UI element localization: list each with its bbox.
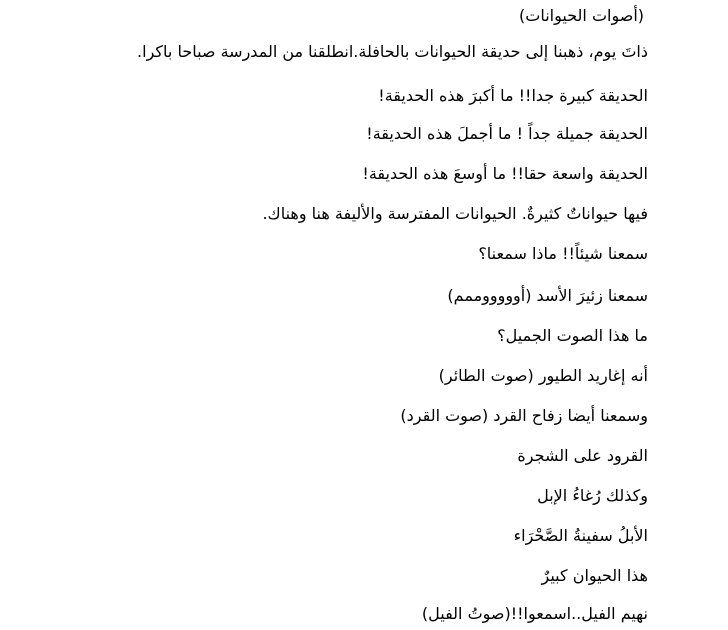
- paragraph-line: الحديقة كبيرة جدا!! ما أكبرَ هذه الحديقة!: [378, 86, 648, 105]
- paragraph-line: القرود على الشجرة: [517, 446, 648, 465]
- paragraph-line: الحديقة واسعة حقا!! ما أوسعَ هذه الحديقة!: [362, 164, 648, 183]
- document-title: (أصوات الحيوانات): [519, 6, 644, 25]
- paragraph-line: فيها حيواناتٌ كثيرةٌ. الحيوانات المفترسة والأليفة هنا وهناك.: [262, 204, 648, 223]
- paragraph-line: الحديقة جميلة جداً ! ما أجملَ هذه الحديقة!: [366, 124, 648, 143]
- paragraph-line: هذا الحيوان كبيرٌ: [541, 566, 648, 585]
- paragraph-line: ذاتَ يوم، ذهبنا إلى حديقة الحيوانات بالحافلة.انطلقنا من المدرسة صباحا باكرا.: [137, 42, 648, 61]
- paragraph-line: أنه إغاريد الطيور (صوت الطائر): [438, 366, 648, 385]
- paragraph-line: الأبلُ سفينةُ الصَّحْرَاء: [513, 526, 648, 545]
- paragraph-line: وسمعنا أيضا زفاح القرد (صوت القرد): [400, 406, 648, 425]
- paragraph-line: نهيم الفيل..اسمعوا!!(صوتُ الفيل): [421, 604, 648, 623]
- paragraph-line: سمعنا زئيرَ الأسد (أوووووممم): [447, 286, 648, 305]
- paragraph-line: سمعنا شيئاً!! ماذا سمعنا؟: [478, 244, 648, 263]
- paragraph-line: وكذلك رُغاءُ الإبل: [537, 486, 648, 505]
- paragraph-line: ما هذا الصوت الجميل؟: [497, 326, 648, 345]
